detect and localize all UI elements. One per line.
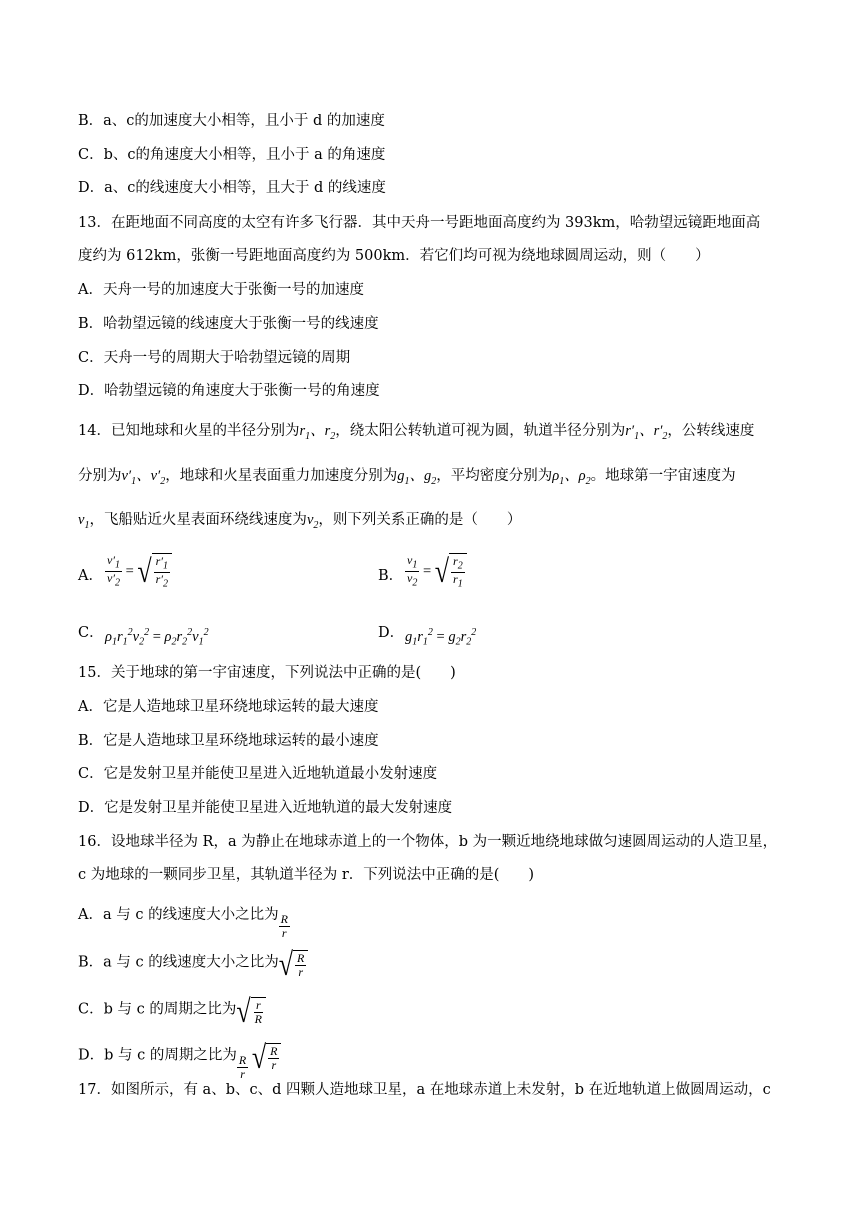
q16-option-a-formula: $\frac{R}{r}$ [280, 912, 288, 940]
q14-stem-text: ，飞船贴近火星表面环绕线速度为 [89, 512, 307, 528]
q14-option-d-formula: $g_1r_1^2 = g_2r_2^2$ [405, 627, 477, 648]
q15-stem: 15．关于地球的第一宇宙速度，下列说法中正确的是( ) [78, 665, 456, 681]
q16-stem-line1: 16．设地球半径为 R，a 为静止在地球赤道上的一个物体，b 为一颗近地绕地球做匀速圆周运动的人造卫星， [78, 834, 778, 850]
q16-option-d-text: D．b 与 c 的周期之比为 [78, 1047, 237, 1064]
q14-radii-symbols: $r_1$、$r_2$ [299, 423, 336, 442]
q14-v1-symbol: $v_1$ [78, 512, 90, 531]
q16-option-c-formula: √ $\frac{r}{R}$ [236, 1002, 266, 1018]
q15-option-a: A．它是人造地球卫星环绕地球运转的最大速度 [78, 699, 379, 715]
q16-option-b-formula: √ $\frac{R}{r}$ [279, 955, 309, 971]
q16-option-b-text: B．a 与 c 的线速度大小之比为 [78, 954, 279, 971]
q16-option-a [78, 905, 290, 940]
q13-stem-line2: 度约为 612km，张衡一号距地面高度约为 500km．若它们均可视为绕地球圆周运动，则（ ） [78, 248, 710, 264]
q15-option-d: D．它是发射卫星并能使卫星进入近地轨道的最大发射速度 [78, 800, 453, 816]
q17-stem-line1: 17．如图所示，有 a、b、c、d 四颗人造地球卫星，a 在地球赤道上未发射，b 在近地轨道上做圆周运动，c [78, 1082, 771, 1098]
q16-stem-line2: c 为地球的一颗同步卫星，其轨道半径为 r．下列说法中正确的是( ) [78, 867, 535, 883]
q12-option-b: B．a、c的加速度大小相等，且小于 d 的加速度 [78, 113, 385, 129]
q12-option-c: C．b、c的角速度大小相等，且小于 a 的角速度 [78, 147, 386, 163]
q14-stem-line1 [78, 421, 754, 447]
q14-option-d-label: D． [378, 625, 405, 641]
q13-option-c: C．天舟一号的周期大于哈勃望远镜的周期 [78, 350, 351, 366]
q14-stem-text: ，公转线速度 [667, 423, 755, 439]
q14-stem-text: 分别为 [78, 468, 122, 484]
q14-stem-line2 [78, 466, 736, 492]
q13-option-d: D．哈勃望远镜的角速度大于张衡一号的角速度 [78, 383, 380, 399]
q13-option-a: A．天舟一号的加速度大于张衡一号的加速度 [78, 282, 364, 298]
q14-stem-line3 [78, 510, 521, 536]
q14-stem-text: 14．已知地球和火星的半径分别为 [78, 423, 300, 439]
q16-option-a-text: A．a 与 c 的线速度大小之比为 [78, 907, 279, 923]
q14-orbit-speed-symbols: $v'_1$、$v'_2$ [121, 468, 166, 487]
q14-stem-text: ，地球和火星表面重力加速度分别为 [165, 468, 398, 484]
q14-option-b-label: B． [378, 568, 404, 584]
q14-stem-text: ，则下列关系正确的是（ ） [318, 512, 522, 528]
q16-option-d [78, 1038, 281, 1081]
q13-option-b: B．哈勃望远镜的线速度大于张衡一号的线速度 [78, 316, 379, 332]
q14-gravity-symbols: $g_1$、$g_2$ [397, 468, 437, 487]
q15-option-c: C．它是发射卫星并能使卫星进入近地轨道最小发射速度 [78, 766, 438, 782]
q13-stem-line1: 13．在距地面不同高度的太空有许多飞行器．其中天舟一号距地面高度约为 393km，哈勃望远镜距地面高 [78, 215, 761, 231]
q12-option-d: D．a、c的线速度大小相等，且大于 d 的线速度 [78, 180, 386, 196]
q14-option-c-formula: $\rho_1r_1^2v_2^2 = \rho_2r_2^2v_1^2$ [105, 627, 209, 648]
q14-option-a-formula: $\frac{v'_1}{v'_2}$ = √ $\frac{r'_1}{r'_2}$ [105, 553, 172, 591]
q14-density-symbols: $\rho_1$、$\rho_2$ [552, 468, 591, 487]
q14-stem-text: 。地球第一宇宙速度为 [590, 468, 736, 484]
q16-option-b [78, 945, 308, 982]
q14-orbit-radii-symbols: $r'_1$、$r'_2$ [625, 423, 668, 442]
q14-option-a-label: A． [78, 568, 103, 584]
q15-option-b: B．它是人造地球卫星环绕地球运转的最小速度 [78, 733, 379, 749]
q16-option-c [78, 992, 266, 1029]
q14-v2-symbol: $v_2$ [306, 512, 319, 531]
q16-option-c-text: C．b 与 c 的周期之比为 [78, 1001, 237, 1018]
q14-stem-text: ，绕太阳公转轨道可视为圆，轨道半径分别为 [335, 423, 626, 439]
q14-stem-text: ，平均密度分别为 [436, 468, 553, 484]
q16-option-d-formula: $\frac{R}{r}$ √ $\frac{R}{r}$ [237, 1048, 282, 1064]
q14-option-b-formula: $\frac{v_1}{v_2}$ = √ $\frac{r_2}{r_1}$ [405, 553, 467, 591]
q14-option-c-label: C． [78, 625, 104, 641]
